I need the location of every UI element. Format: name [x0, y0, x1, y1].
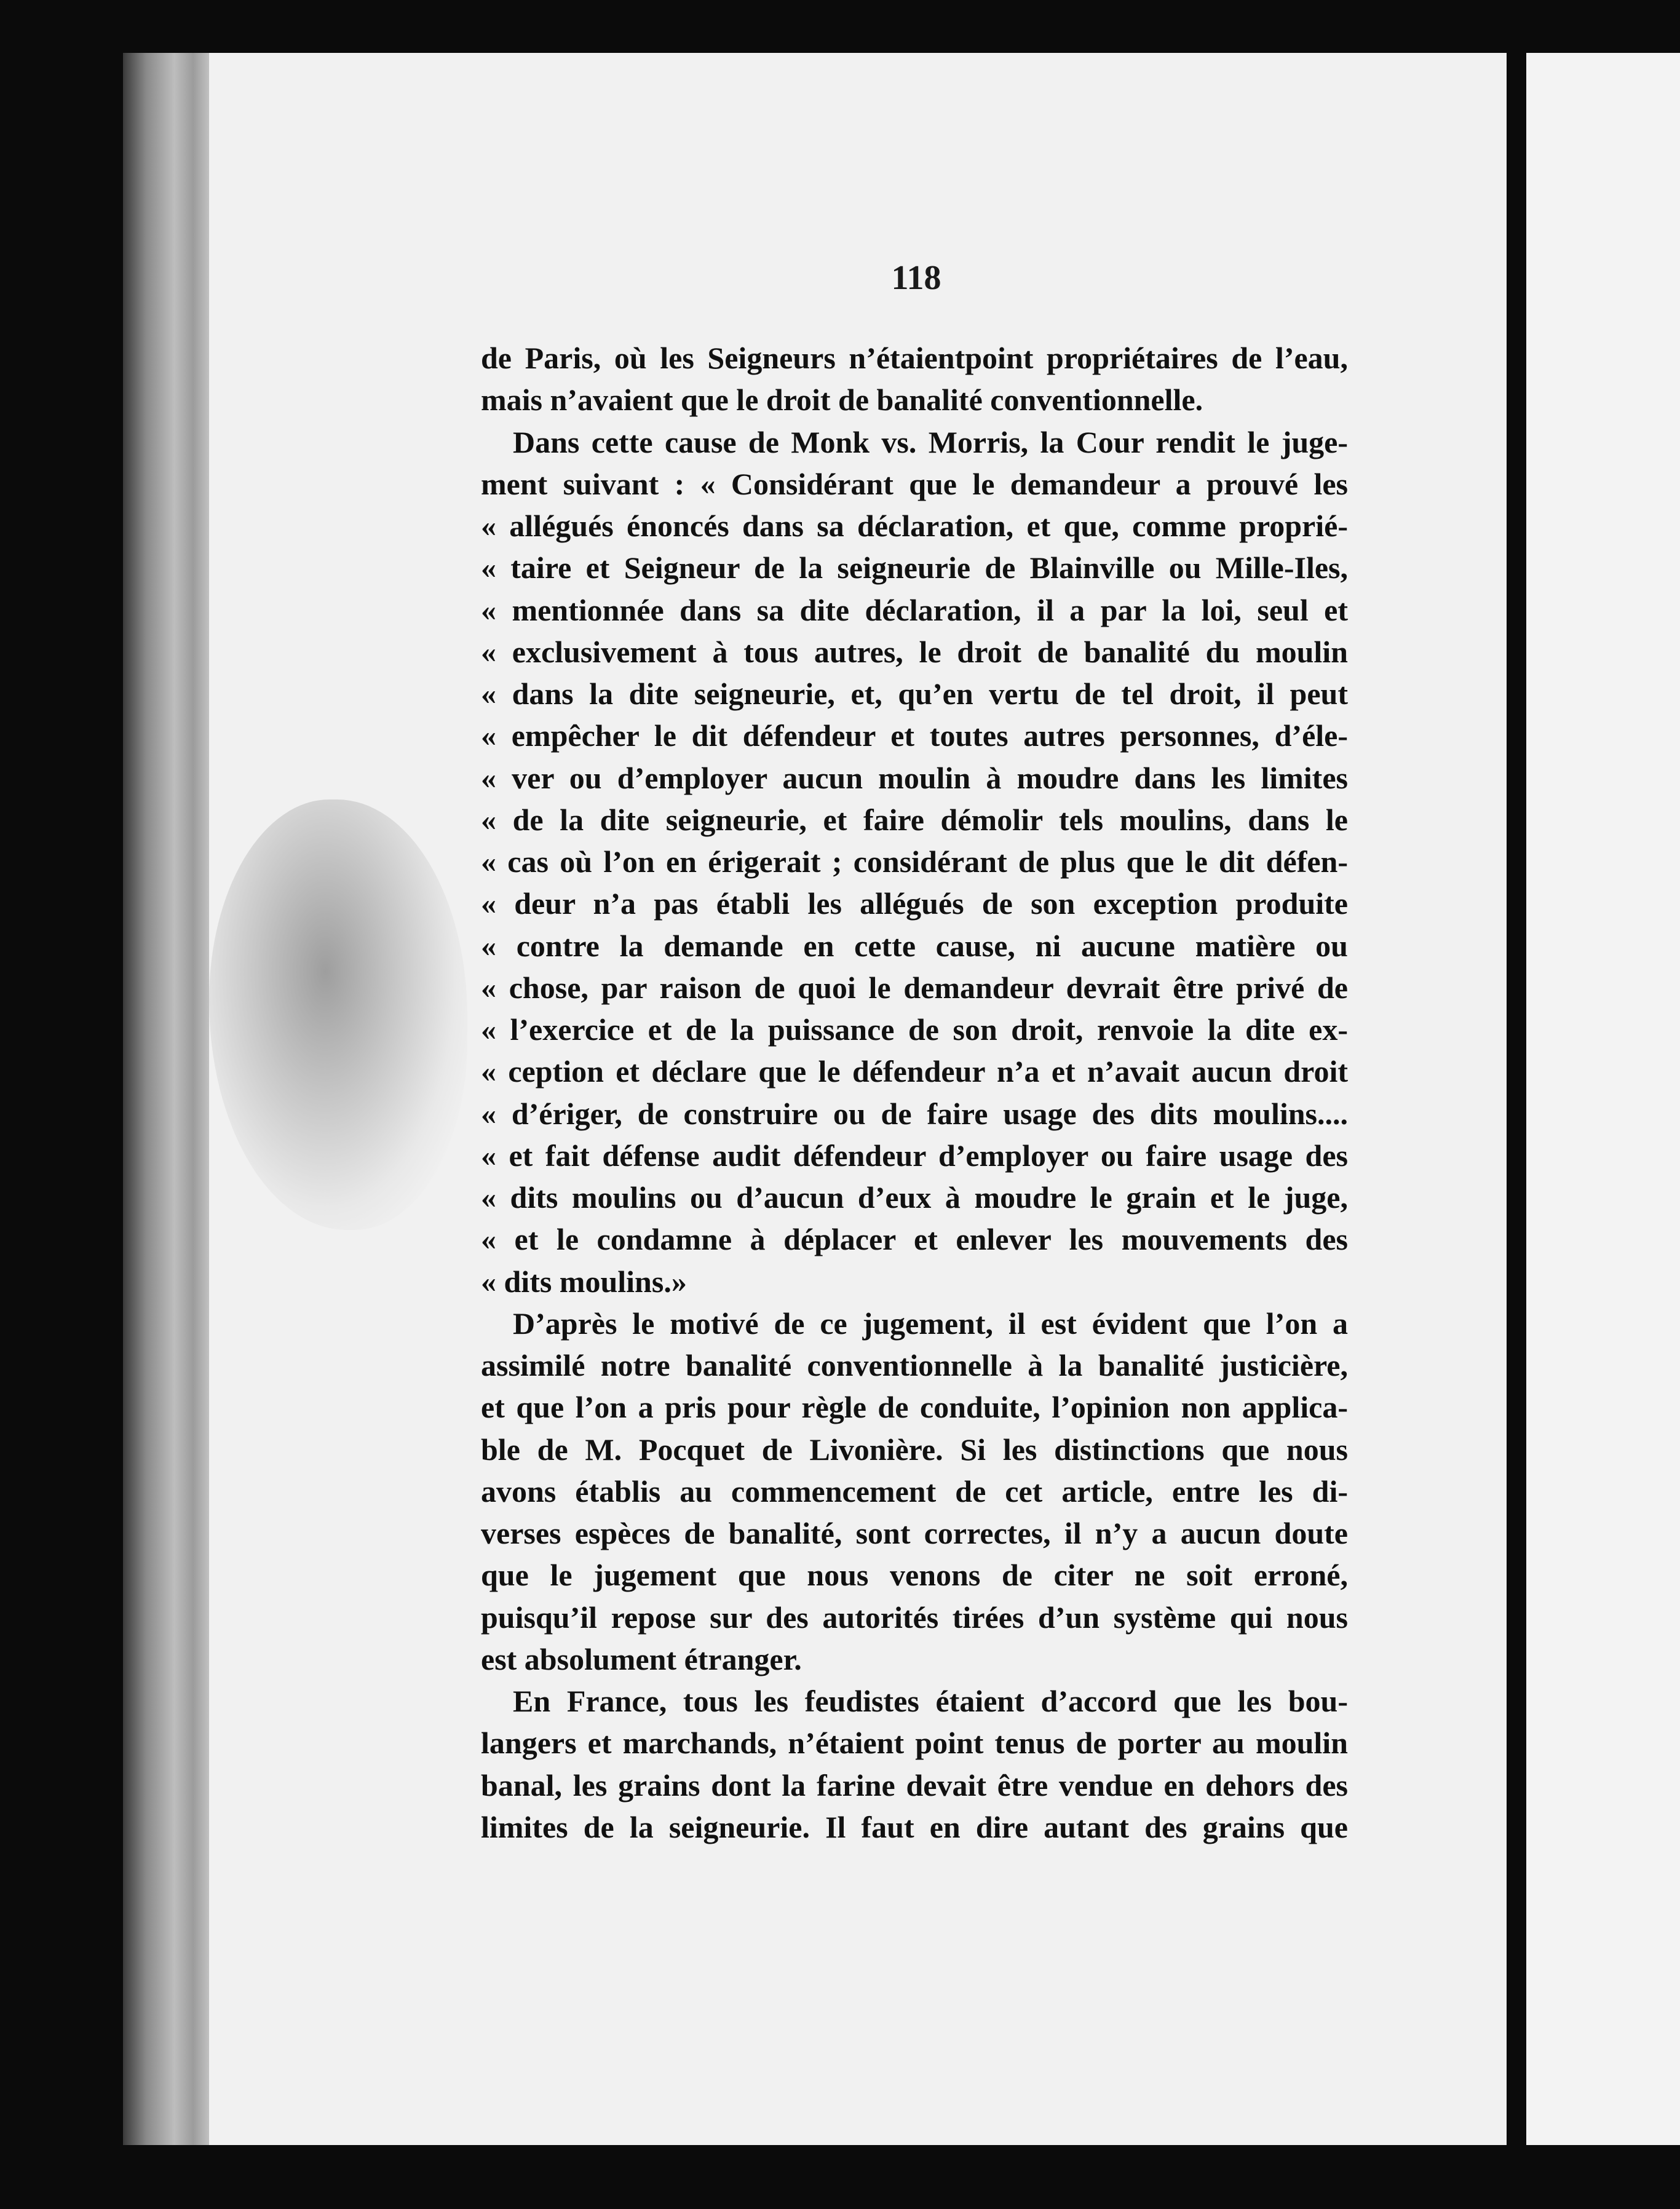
text-line: assimilé notre banalité conventionnelle à la banalité justicière,: [481, 1348, 1348, 1382]
text-line: « contre la demande en cette cause, ni aucune matière ou: [481, 928, 1348, 963]
text-line: puisqu’il repose sur des autorités tirées d’un système qui nous: [481, 1600, 1348, 1635]
text-line: banal, les grains dont la farine devait être vendue en dehors des: [481, 1767, 1348, 1802]
body-text: [481, 337, 1348, 1848]
text-line: de Paris, où les Seigneurs n’étaientpoint propriétaires de l’eau,: [481, 341, 1348, 375]
text-line: « et le condamne à déplacer et enlever les mouvements des: [481, 1222, 1348, 1257]
text-line: « l’exercice et de la puissance de son droit, renvoie la dite ex-: [481, 1012, 1348, 1047]
text-line: « dits moulins ou d’aucun d’eux à moudre le grain et le juge,: [481, 1180, 1348, 1215]
book-gutter: [1507, 53, 1526, 2145]
text-line: « ception et déclare que le défendeur n’a et n’avait aucun droit: [481, 1054, 1348, 1089]
text-line: « taire et Seigneur de la seigneurie de Blainville ou Mille-Iles,: [481, 550, 1348, 585]
text-line: « cas où l’on en érigerait ; considérant de plus que le dit défen-: [481, 844, 1348, 879]
text-line: « ver ou d’employer aucun moulin à moudre dans les limites: [481, 760, 1348, 795]
text-line: que le jugement que nous venons de citer ne soit erroné,: [481, 1558, 1348, 1593]
text-line: « et fait défense audit défendeur d’employer ou faire usage des: [481, 1138, 1348, 1173]
text-line: « empêcher le dit défendeur et toutes autres personnes, d’éle-: [481, 718, 1348, 753]
text-line: Dans cette cause de Monk vs. Morris, la Cour rendit le juge-: [513, 424, 1348, 459]
text-line: « allégués énoncés dans sa déclaration, et que, comme proprié-: [481, 509, 1348, 543]
text-line: est absolument étranger.: [481, 1641, 802, 1676]
page-number: 118: [891, 259, 941, 297]
text-line: D’après le motivé de ce jugement, il est évident que l’on a: [513, 1306, 1348, 1341]
text-line: limites de la seigneurie. Il faut en dire autant des grains que: [481, 1809, 1348, 1844]
text-line: « exclusivement à tous autres, le droit de banalité du moulin: [481, 634, 1348, 669]
text-line: mais n’avaient que le droit de banalité conventionnelle.: [481, 383, 1203, 418]
text-line: « dans la dite seigneurie, et, qu’en vertu de tel droit, il peut: [481, 676, 1348, 711]
facing-page: [1526, 53, 1680, 2145]
text-line: ment suivant : « Considérant que le demandeur a prouvé les: [481, 466, 1348, 501]
text-line: verses espèces de banalité, sont correctes, il n’y a aucun doute: [481, 1516, 1348, 1550]
text-line: avons établis au commencement de cet article, entre les di-: [481, 1473, 1348, 1509]
text-line: langers et marchands, n’étaient point tenus de porter au moulin: [481, 1726, 1348, 1761]
text-line: « dits moulins.»: [481, 1264, 687, 1299]
text-line: et que l’on a pris pour règle de conduite, l’opinion non applica-: [481, 1390, 1348, 1425]
text-line: « mentionnée dans sa dite déclaration, il a par la loi, seul et: [481, 592, 1348, 627]
text-line: « chose, par raison de quoi le demandeur devrait être privé de: [481, 970, 1348, 1005]
text-line: « deur n’a pas établi les allégués de son exception produite: [481, 886, 1348, 921]
text-line: « de la dite seigneurie, et faire démolir tels moulins, dans le: [481, 802, 1348, 837]
text-line: ble de M. Pocquet de Livonière. Si les distinctions que nous: [481, 1432, 1348, 1467]
text-line: En France, tous les feudistes étaient d’accord que les bou-: [513, 1684, 1348, 1718]
text-line: « d’ériger, de construire ou de faire usage des dits moulins....: [481, 1096, 1348, 1131]
book-page-edge: [123, 53, 216, 2145]
